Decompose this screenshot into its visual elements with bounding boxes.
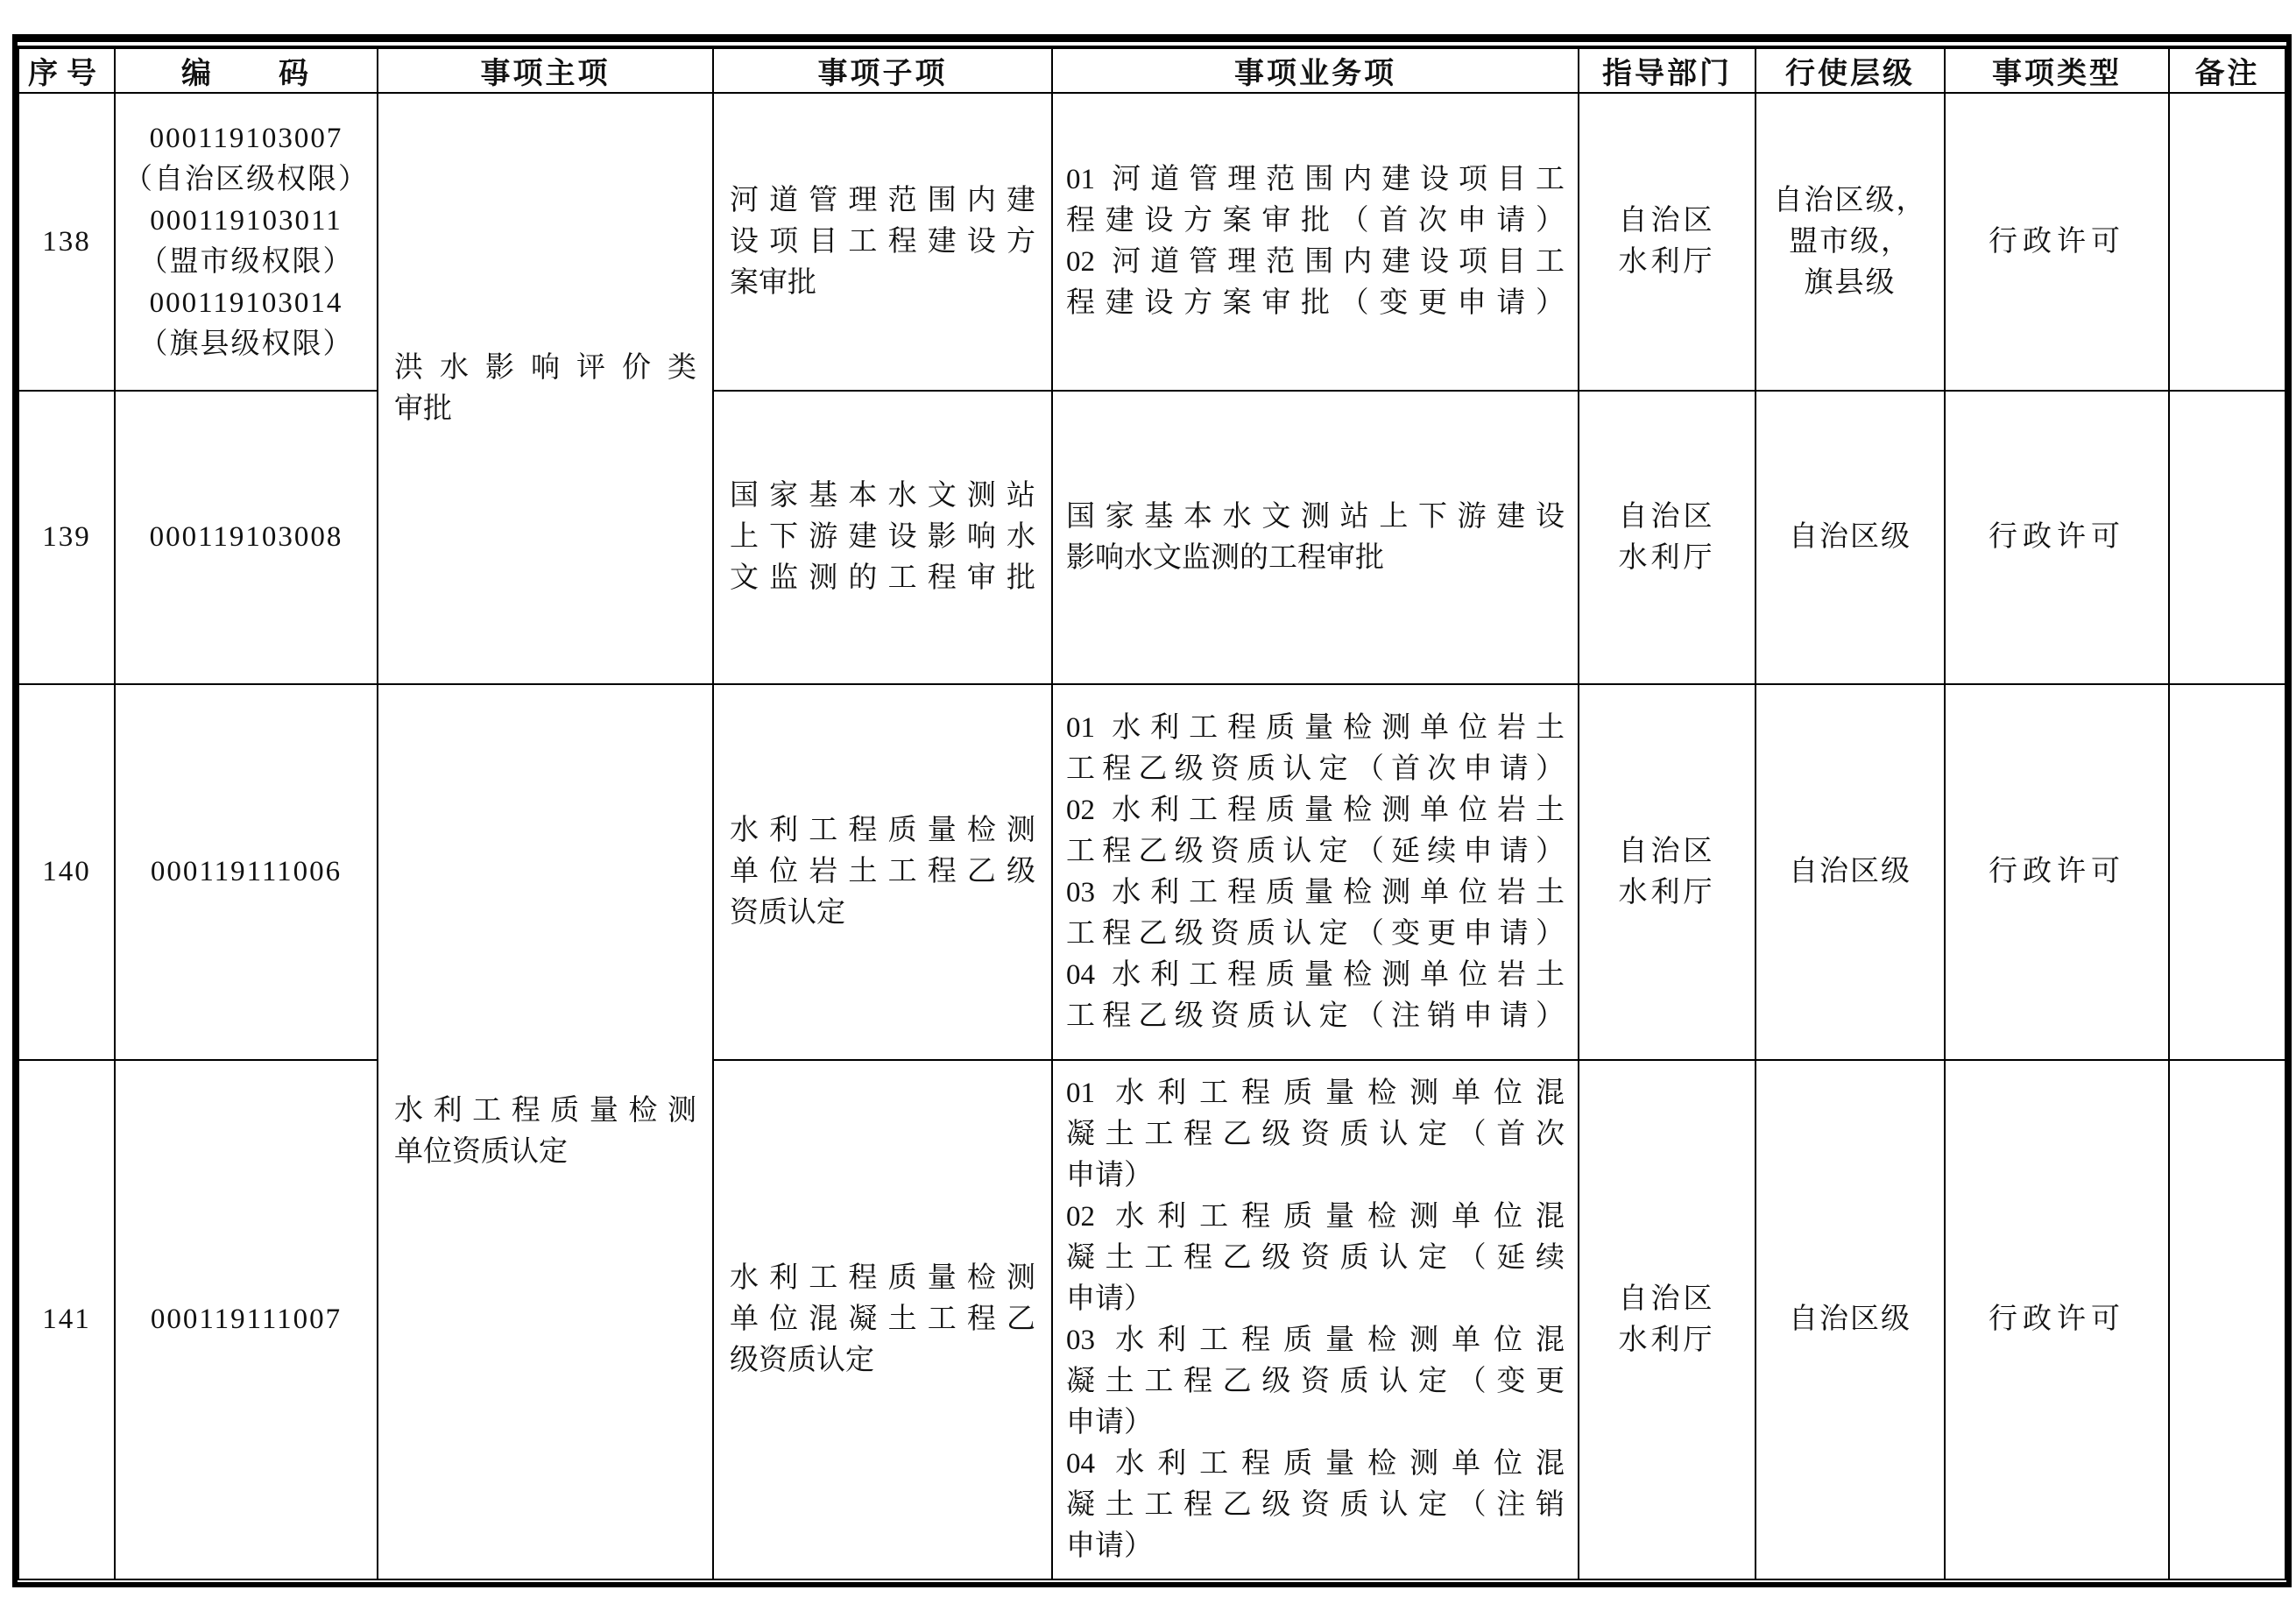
cell-text-line: 案审批 xyxy=(730,266,816,299)
cell-text-line: 03 水利工程质量检测单位岩土 xyxy=(1066,876,1565,908)
cell-text-line: 单位岩土工程乙级 xyxy=(730,856,1035,887)
cell-text-line: 水利厅 xyxy=(1618,1324,1716,1356)
cell-text-line: 国家基本水文测站上下游建设 xyxy=(1066,500,1565,533)
cell-140-code xyxy=(115,684,378,1060)
cell-141-dept xyxy=(1579,1060,1756,1579)
items-table xyxy=(18,47,2286,1580)
cell-138-type: 行政许可 xyxy=(1945,93,2169,391)
cell-138-139-main-item xyxy=(378,93,713,684)
cell-text-line: 自治区级， xyxy=(1773,184,1927,216)
cell-text-line: 自治区 xyxy=(1618,500,1716,533)
cell-text-line: 上下游建设影响水 xyxy=(730,521,1035,553)
cell-139-dept xyxy=(1579,391,1756,684)
cell-text-line: 02 河道管理范围内建设项目工 xyxy=(1066,246,1565,278)
cell-139-sub-item xyxy=(713,391,1052,684)
cell-141-sub-item xyxy=(713,1060,1052,1579)
cell-140-dept xyxy=(1579,684,1756,1060)
cell-141-business-items xyxy=(1052,1060,1579,1579)
table-row-138 xyxy=(18,93,2285,391)
cell-text-line: 01 河道管理范围内建设项目工 xyxy=(1066,164,1565,195)
cell-text-line: 资质认定 xyxy=(730,897,845,929)
cell-text-line: 自治区 xyxy=(1618,205,1716,237)
cell-text-line: 凝土工程乙级资质认定（首次 xyxy=(1066,1118,1565,1150)
cell-139-level xyxy=(1756,391,1945,684)
cell-138-level xyxy=(1756,93,1945,391)
col-header-main: 事项主项 xyxy=(378,48,713,93)
cell-text-line: 设项目工程建设方 xyxy=(730,225,1035,258)
cell-140-level xyxy=(1756,684,1945,1060)
cell-138-sub-item xyxy=(713,93,1052,391)
cell-text-line: 河道管理范围内建 xyxy=(730,184,1035,216)
cell-text-line: 水利工程质量检测 xyxy=(394,1095,696,1127)
cell-text-line: 单位混凝土工程乙 xyxy=(730,1304,1035,1335)
col-header-type: 事项类型 xyxy=(1945,48,2169,93)
header-row xyxy=(18,48,2285,93)
cell-text-line: 自治区 xyxy=(1618,835,1716,867)
cell-text-line: 凝土工程乙级资质认定（注销 xyxy=(1066,1488,1565,1521)
cell-text-line: 01 水利工程质量检测单位混 xyxy=(1066,1077,1565,1109)
cell-141-code xyxy=(115,1060,378,1579)
cell-text-line: （盟市级权限） xyxy=(138,246,354,278)
cell-text-line: 申请） xyxy=(1066,1282,1153,1315)
cell-text-line: 盟市级， xyxy=(1789,225,1911,258)
cell-text-line: 水利工程质量检测 xyxy=(730,1262,1035,1294)
cell-140-type: 行政许可 xyxy=(1945,684,2169,1060)
cell-text-line: 04 水利工程质量检测单位混 xyxy=(1066,1447,1565,1480)
cell-text-line: 凝土工程乙级资质认定（延续 xyxy=(1066,1241,1565,1274)
table-row-140 xyxy=(18,684,2285,1060)
cell-text-line: 申请） xyxy=(1066,1159,1153,1191)
cell-text-line: 000119103008 xyxy=(149,521,343,553)
cell-138-dept xyxy=(1579,93,1756,391)
cell-140-no: 140 xyxy=(18,684,115,1060)
col-header-biz: 事项业务项 xyxy=(1052,48,1579,93)
cell-text-line: 工程乙级资质认定（注销申请） xyxy=(1066,1000,1565,1032)
cell-text-line: 国家基本水文测站 xyxy=(730,480,1035,512)
cell-text-line: 水利厅 xyxy=(1618,541,1716,574)
cell-text-line: 审批 xyxy=(394,392,452,425)
cell-text-line: 000119111006 xyxy=(150,856,343,887)
cell-text-line: 程建设方案审批（变更申请） xyxy=(1066,287,1565,319)
cell-141-note xyxy=(2169,1060,2285,1579)
cell-138-code xyxy=(115,93,378,391)
cell-138-business-items xyxy=(1052,93,1579,391)
col-header-code: 编 码 xyxy=(115,48,378,93)
cell-141-type: 行政许可 xyxy=(1945,1060,2169,1579)
cell-text-line: 04 水利工程质量检测单位岩土 xyxy=(1066,958,1565,991)
cell-text-line: 000119103007 xyxy=(149,123,343,154)
cell-141-no: 141 xyxy=(18,1060,115,1579)
cell-text-line: 水利厅 xyxy=(1618,246,1716,278)
cell-text-line: 文监测的工程审批 xyxy=(730,562,1035,594)
cell-text-line: 申请） xyxy=(1066,1530,1153,1562)
cell-text-line: 申请） xyxy=(1066,1406,1153,1438)
cell-140-business-items xyxy=(1052,684,1579,1060)
cell-140-note xyxy=(2169,684,2285,1060)
col-header-note: 备注 xyxy=(2169,48,2285,93)
cell-text-line: （旗县级权限） xyxy=(138,329,354,360)
cell-138-no: 138 xyxy=(18,93,115,391)
cell-text-line: 000119111007 xyxy=(150,1304,343,1335)
cell-text-line: 级资质认定 xyxy=(730,1345,874,1376)
cell-139-code xyxy=(115,391,378,684)
cell-140-141-main-item xyxy=(378,684,713,1579)
cell-140-sub-item xyxy=(713,684,1052,1060)
cell-text-line: 程建设方案审批（首次申请） xyxy=(1066,205,1565,237)
cell-141-level xyxy=(1756,1060,1945,1579)
cell-text-line: 旗县级 xyxy=(1804,266,1897,299)
cell-text-line: 自治区级 xyxy=(1789,856,1911,887)
table-row-141 xyxy=(18,1060,2285,1579)
cell-138-note xyxy=(2169,93,2285,391)
cell-text-line: 洪水影响评价类 xyxy=(394,351,696,384)
cell-text-line: 000119103014 xyxy=(149,287,343,319)
cell-text-line: 工程乙级资质认定（延续申请） xyxy=(1066,835,1565,867)
cell-139-business-items xyxy=(1052,391,1579,684)
cell-text-line: 水利工程质量检测 xyxy=(730,815,1035,846)
cell-139-note xyxy=(2169,391,2285,684)
cell-139-type: 行政许可 xyxy=(1945,391,2169,684)
cell-text-line: 工程乙级资质认定（变更申请） xyxy=(1066,917,1565,950)
cell-text-line: 凝土工程乙级资质认定（变更 xyxy=(1066,1365,1565,1397)
col-header-dept: 指导部门 xyxy=(1579,48,1756,93)
col-header-level: 行使层级 xyxy=(1756,48,1945,93)
cell-text-line: 自治区 xyxy=(1618,1282,1716,1315)
cell-text-line: （自治区级权限） xyxy=(124,164,369,195)
cell-text-line: 工程乙级资质认定（首次申请） xyxy=(1066,753,1565,785)
cell-text-line: 02 水利工程质量检测单位岩土 xyxy=(1066,794,1565,826)
col-header-no: 序号 xyxy=(18,48,115,93)
cell-text-line: 02 水利工程质量检测单位混 xyxy=(1066,1200,1565,1233)
cell-text-line: 自治区级 xyxy=(1789,1304,1911,1335)
cell-text-line: 03 水利工程质量检测单位混 xyxy=(1066,1324,1565,1356)
table-row-139 xyxy=(18,391,2285,684)
cell-text-line: 单位资质认定 xyxy=(394,1136,568,1168)
cell-139-no: 139 xyxy=(18,391,115,684)
cell-text-line: 水利厅 xyxy=(1618,876,1716,908)
col-header-sub: 事项子项 xyxy=(713,48,1052,93)
cell-text-line: 01 水利工程质量检测单位岩土 xyxy=(1066,711,1565,744)
document-table-sheet xyxy=(12,34,2292,1587)
cell-text-line: 000119103011 xyxy=(150,205,343,237)
cell-text-line: 自治区级 xyxy=(1789,521,1911,553)
cell-text-line: 影响水文监测的工程审批 xyxy=(1066,541,1384,574)
